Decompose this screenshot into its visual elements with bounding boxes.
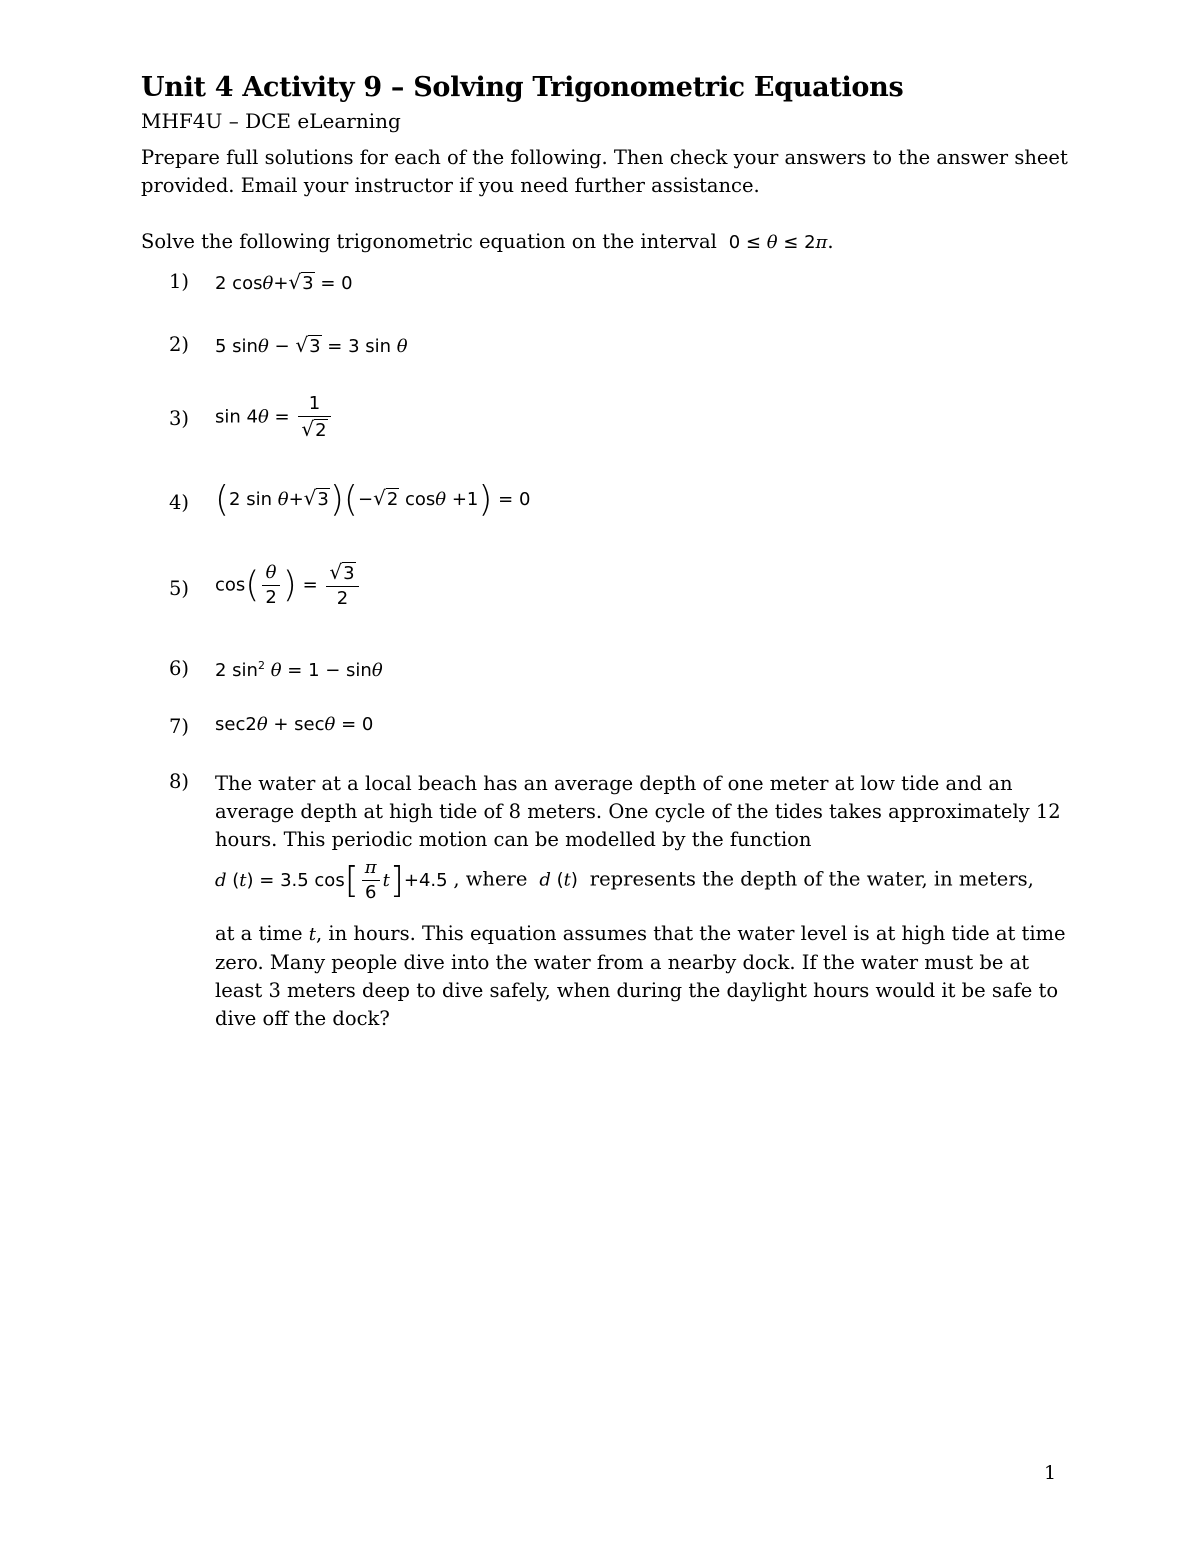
question-number-8: 8) [169, 770, 190, 793]
question-8-text-part2-b: , in hours. This equation assumes that the water level is at high tide at time zero. Many people dive into the water from a nearby dock. If the water must be at least 3 meters deep to dive safely, when during the daylight hours would it be safe to dive off the dock? [215, 922, 1066, 1030]
question-8-where-symbol: d (t) [539, 869, 584, 891]
question-number-5: 5) [169, 577, 190, 600]
question-equation-3: sin 4θ = $\frac{1}{√2}$ [215, 392, 334, 443]
question-8-formula-line [215, 856, 1034, 905]
question-number-1: 1) [169, 270, 190, 293]
page-subtitle: MHF4U – DCE eLearning [141, 109, 401, 133]
page-number: 1 [1044, 1462, 1057, 1484]
interval-statement: Solve the following trigonometric equation on the interval 0 ≤ θ ≤ 2π. [141, 230, 834, 253]
interval-math: 0 ≤ θ ≤ 2π [723, 232, 828, 253]
question-equation-1: 2 cosθ+√3 = 0 [215, 270, 353, 294]
question-equation-6: 2 $\sin^2 \theta = 1 - \sin\theta$ [215, 659, 383, 681]
question-8-text-part2-a: at a time [215, 922, 303, 945]
question-number-7: 7) [169, 715, 190, 738]
question-number-3: 3) [169, 407, 190, 430]
question-equation-7: sec2θ + secθ = 0 [215, 714, 374, 735]
question-8-formula: d (t) = 3.5 cos[ $\frac{\pi}{6}$ t]+4.5 [215, 857, 454, 903]
question-8-text-part2 [215, 920, 1075, 1033]
question-number-6: 6) [169, 657, 190, 680]
page-title: Unit 4 Activity 9 – Solving Trigonometric Equations [141, 72, 904, 103]
question-equation-2: 5 sinθ − √3 = 3 sin θ [215, 333, 408, 357]
instructions-paragraph: Prepare full solutions for each of the following. Then check your answers to the answer sheet provided. Email your instructor if you need further assistance. [141, 146, 1068, 197]
question-equation-4: (2 sin θ+√3)(−√2 cosθ +1) = 0 [215, 479, 531, 520]
question-8-represents: represents the depth of the water, in meters, [589, 867, 1034, 891]
question-8-text-part1: The water at a local beach has an average depth of one meter at low tide and an average depth at high tide of 8 meters. One cycle of the tides takes approximately 12 hours. This periodic motion can be modelled by the function [215, 772, 1061, 851]
question-number-2: 2) [169, 333, 190, 356]
interval-text: Solve the following trigonometric equation on the interval [141, 230, 717, 253]
question-number-4: 4) [169, 491, 190, 514]
question-equation-5: cos( $\frac{\theta}{2}$ ) = $\frac{√3}{2}$ [215, 560, 362, 611]
question-8-t-symbol: t [308, 924, 317, 945]
question-8-where: , where [453, 867, 528, 891]
